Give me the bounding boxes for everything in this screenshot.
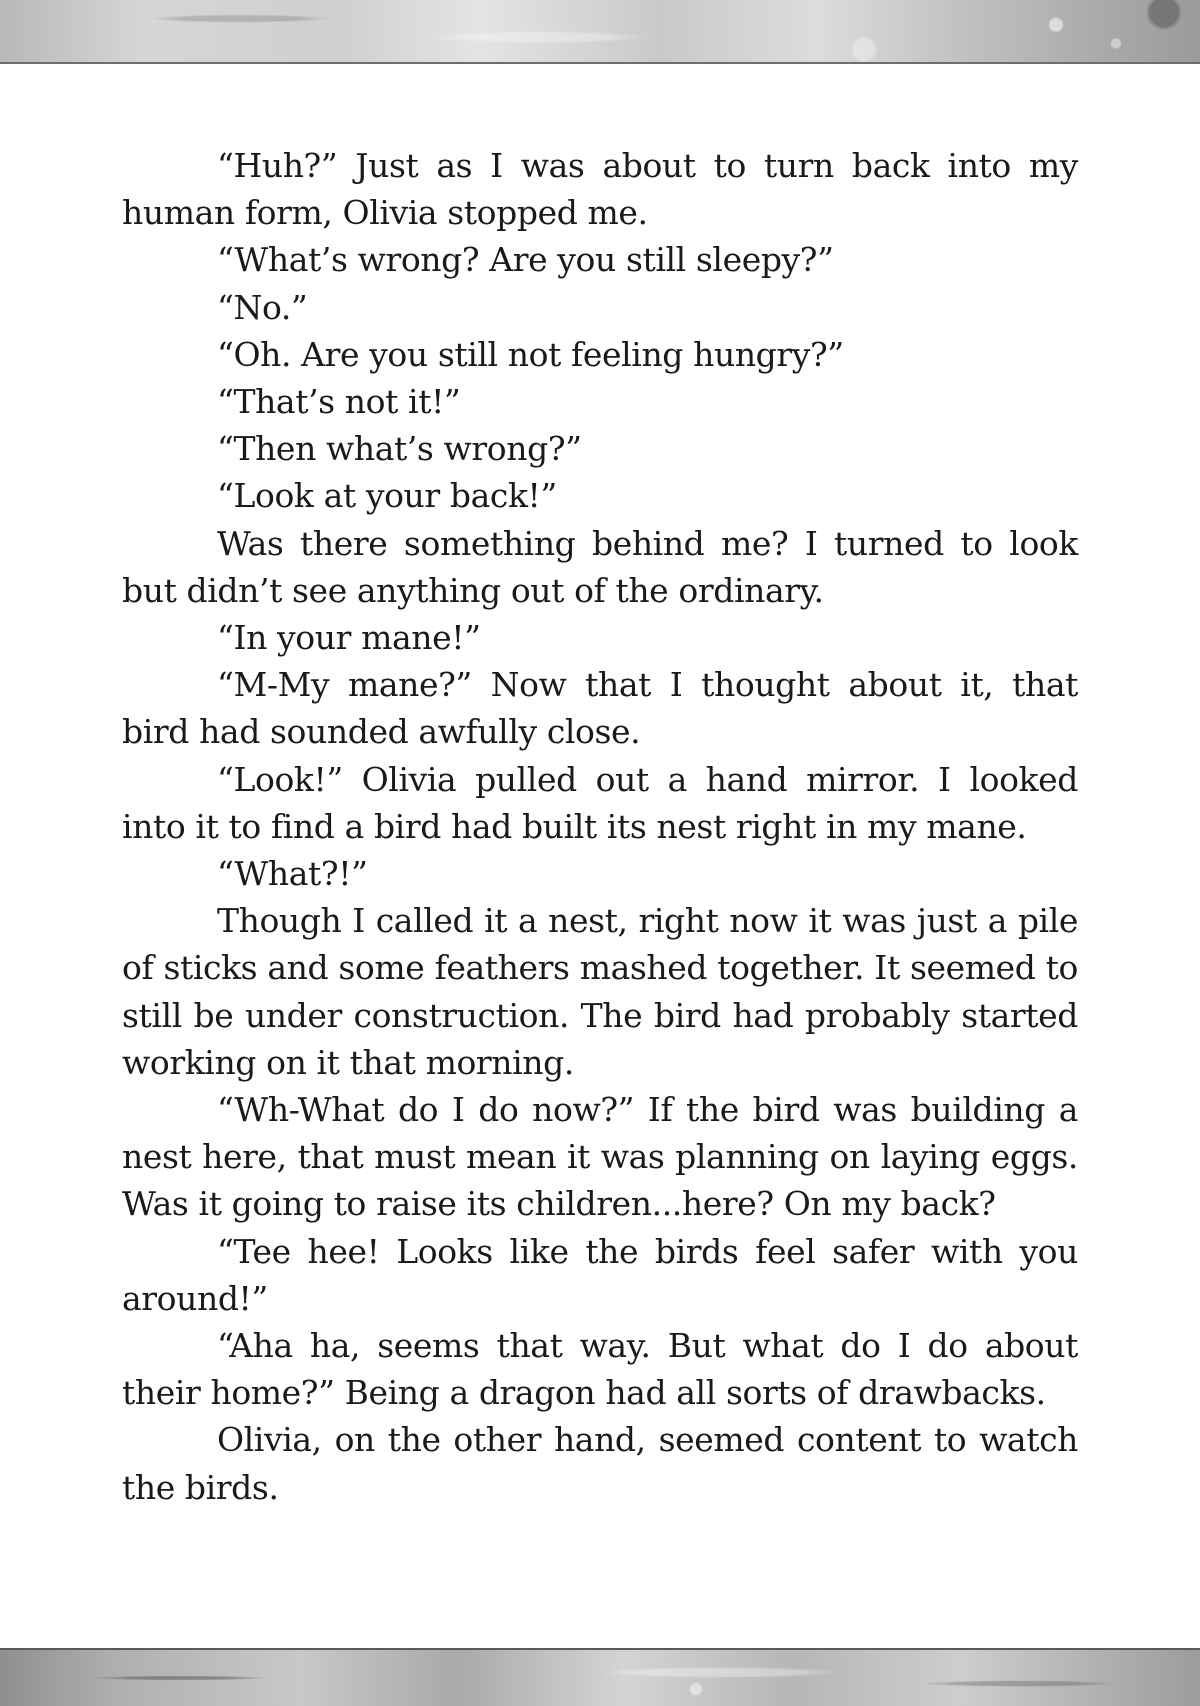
paragraph-16: “Aha ha, seems that way. But what do I do about their home?” Being a dragon had all sorts of drawbacks. (122, 1326, 1078, 1413)
paragraph-1: “Huh?” Just as I was about to turn back into my human form, Olivia stopped me. (122, 146, 1078, 233)
top-decorative-banner (0, 0, 1200, 64)
paragraph-15: “Tee hee! Looks like the birds feel safer with you around!” (122, 1231, 1078, 1318)
bottom-banner-texture (0, 1650, 1200, 1706)
paragraph-12: “What?!” (217, 854, 368, 894)
paragraph-8: Was there something behind me? I turned to look but didn’t see anything out of the ordinary. (122, 523, 1078, 610)
paragraph-10: “M-My mane?” Now that I thought about it, that bird had sounded awfully close. (122, 665, 1078, 752)
top-banner-texture (0, 0, 1200, 62)
paragraph-7: “Look at your back!” (217, 476, 557, 516)
paragraph-3: “No.” (217, 287, 308, 327)
paragraph-5: “That’s not it!” (217, 382, 461, 422)
paragraph-17: Olivia, on the other hand, seemed content to watch the birds. (122, 1420, 1078, 1507)
paragraph-9: “In your mane!” (217, 618, 481, 658)
paragraph-4: “Oh. Are you still not feeling hungry?” (217, 334, 844, 374)
bottom-decorative-banner (0, 1648, 1200, 1706)
paragraph-14: “Wh-What do I do now?” If the bird was building a nest here, that must mean it was planning on laying eggs. Was it going to raise its children...here? On my back? (122, 1090, 1078, 1224)
paragraph-6: “Then what’s wrong?” (217, 429, 582, 469)
paragraph-2: “What’s wrong? Are you still sleepy?” (217, 240, 834, 280)
paragraph-11: “Look!” Olivia pulled out a hand mirror. I looked into it to find a bird had built its nest right in my mane. (122, 759, 1078, 846)
paragraph-13: Though I called it a nest, right now it was just a pile of sticks and some feathers mashed together. It seemed to still be under construction. The bird had probably started working on it that morning. (122, 901, 1078, 1082)
page-text (122, 142, 1078, 1511)
